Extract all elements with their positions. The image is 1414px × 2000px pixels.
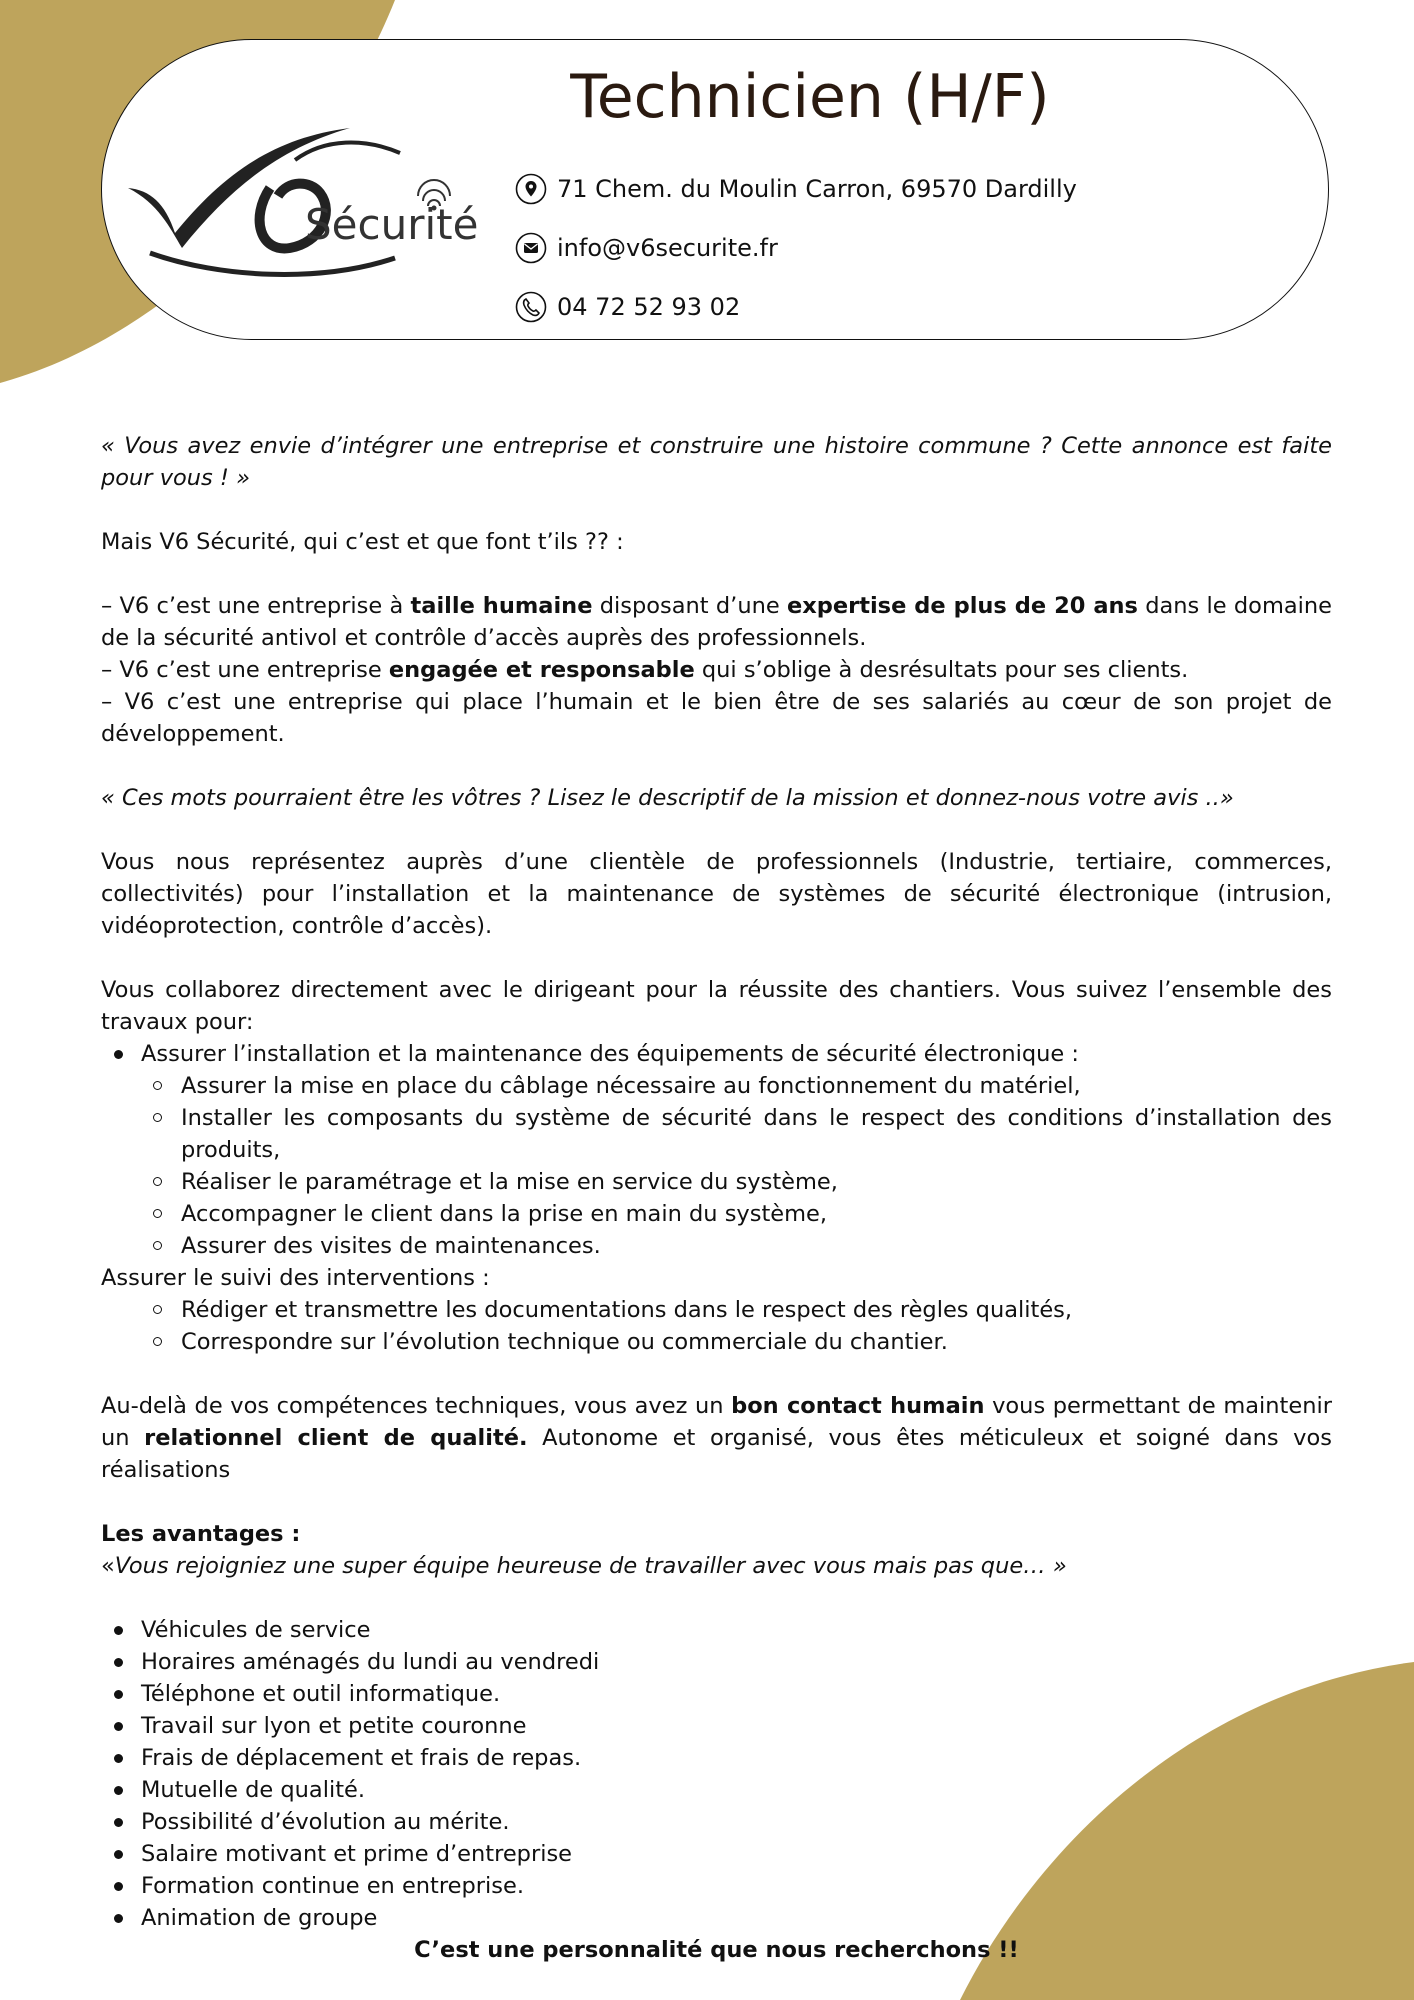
location-pin-icon <box>515 173 547 205</box>
list-item: Formation continue en entreprise. <box>101 1870 1332 1902</box>
benefits-heading: Les avantages : <box>101 1521 301 1547</box>
list-item: Réaliser le paramétrage et la mise en service du système, <box>101 1166 1332 1198</box>
list-item: Travail sur lyon et petite couronne <box>101 1710 1332 1742</box>
followup-heading: Assurer le suivi des interventions : <box>101 1265 490 1291</box>
envelope-icon <box>515 232 547 264</box>
logo-mark <box>120 118 490 278</box>
mission-paragraph-1: Vous nous représentez auprès d’une clientèle de professionnels (Industrie, tertiaire, commerces, collectivités) pour l’installation et la maintenance de systèmes de sécurité électronique (intrusion, vidéoprotection, contrôle d’accès). <box>101 849 1332 939</box>
benefits-list <box>101 1614 1332 1934</box>
company-logo <box>120 118 490 282</box>
list-item: Animation de groupe <box>101 1902 1332 1934</box>
page-title: Technicien (H/F) <box>570 62 1050 132</box>
list-item: Salaire motivant et prime d’entreprise <box>101 1838 1332 1870</box>
closing-statement: C’est une personnalité que nous recherchons !! <box>414 1937 1019 1963</box>
list-item: Possibilité d’évolution au mérite. <box>101 1806 1332 1838</box>
contact-address <box>515 172 1077 206</box>
followup-list <box>101 1294 1332 1358</box>
list-item: Assurer des visites de maintenances. <box>101 1230 1332 1262</box>
phone-text: 04 72 52 93 02 <box>557 293 741 321</box>
intro-quote: « Vous avez envie d’intégrer une entreprise et construire une histoire commune ? Cette annonce est faite pour vous ! » <box>101 433 1332 491</box>
list-item: Téléphone et outil informatique. <box>101 1678 1332 1710</box>
company-point-3: – V6 c’est une entreprise qui place l’humain et le bien être de ses salariés au cœur de son projet de développement. <box>101 689 1332 747</box>
list-item: Correspondre sur l’évolution technique ou commerciale du chantier. <box>101 1326 1332 1358</box>
benefits-quote: «Vous rejoigniez une super équipe heureuse de travailler avec vous mais pas que… » <box>101 1553 1067 1579</box>
list-item: Accompagner le client dans la prise en main du système, <box>101 1198 1332 1230</box>
company-point-1: – V6 c’est une entreprise à taille humaine disposant d’une expertise de plus de 20 ans dans le domaine de la sécurité antivol et contrôle d’accès auprès des professionnels. <box>101 593 1332 651</box>
list-item: Horaires aménagés du lundi au vendredi <box>101 1646 1332 1678</box>
address-text: 71 Chem. du Moulin Carron, 69570 Dardilly <box>557 175 1077 203</box>
mission-quote: « Ces mots pourraient être les vôtres ? Lisez le descriptif de la mission et donnez-nous votre avis ..» <box>101 785 1234 811</box>
mission-list <box>101 1038 1332 1262</box>
phone-icon <box>515 291 547 323</box>
logo-text: Sécurité <box>305 200 479 249</box>
contact-phone <box>515 290 740 324</box>
company-point-2: – V6 c’est une entreprise engagée et responsable qui s’oblige à desrésultats pour ses clients. <box>101 657 1189 683</box>
profile-paragraph: Au-delà de vos compétences techniques, vous avez un bon contact humain vous permettant de maintenir un relationnel client de qualité. Autonome et organisé, vous êtes méticuleux et soigné dans vos réalisations <box>101 1393 1332 1483</box>
job-description <box>101 430 1332 1966</box>
intro-question: Mais V6 Sécurité, qui c’est et que font t’ils ?? : <box>101 529 624 555</box>
email-link[interactable]: info@v6securite.fr <box>557 234 778 262</box>
list-item: Mutuelle de qualité. <box>101 1774 1332 1806</box>
list-item: Installer les composants du système de sécurité dans le respect des conditions d’installation des produits, <box>101 1102 1332 1166</box>
mission-paragraph-2: Vous collaborez directement avec le dirigeant pour la réussite des chantiers. Vous suivez l’ensemble des travaux pour: <box>101 977 1332 1035</box>
contact-email <box>515 231 778 265</box>
list-item: Rédiger et transmettre les documentations dans le respect des règles qualités, <box>101 1294 1332 1326</box>
list-item: Frais de déplacement et frais de repas. <box>101 1742 1332 1774</box>
list-item: Véhicules de service <box>101 1614 1332 1646</box>
list-item: Assurer la mise en place du câblage nécessaire au fonctionnement du matériel, <box>101 1070 1332 1102</box>
list-item: Assurer l’installation et la maintenance des équipements de sécurité électronique : <box>101 1038 1332 1070</box>
